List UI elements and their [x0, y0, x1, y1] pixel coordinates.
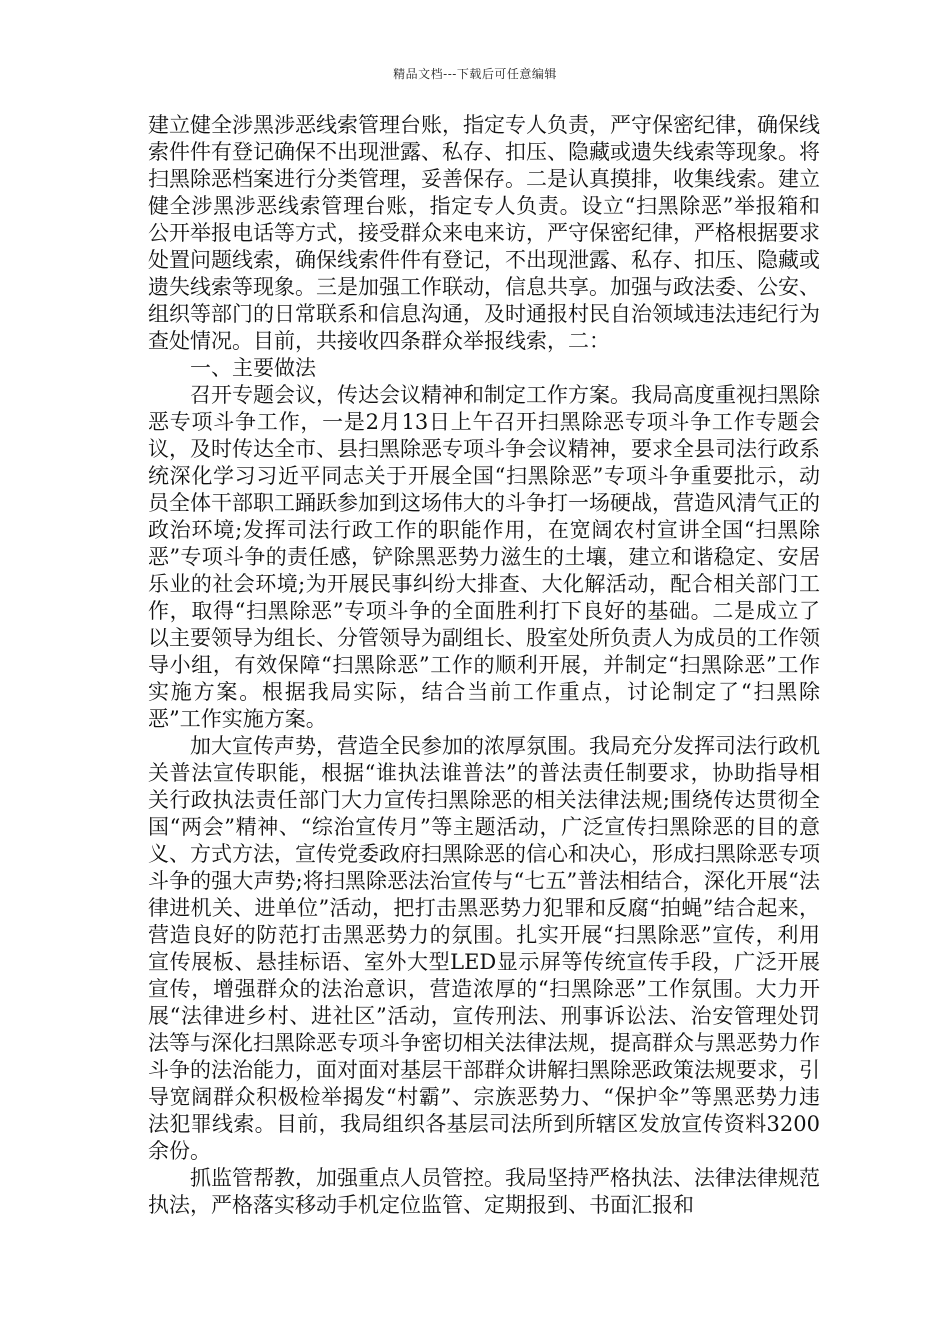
paragraph-continuation: 建立健全涉黑涉恶线索管理台账，指定专人负责，严守保密纪律，确保线索件件有登记确保不出现泄露、私存、扣压、隐藏或遗失线索等现象。将扫黑除恶档案进行分类管理，妥善保存。二是认真摸排，收集线索。建立健全涉黑涉恶线索管理台账，指定专人负责。设立“扫黑除恶”举报箱和公开举报电话等方式，接受群众来电来访，严守保密纪律，严格根据要求处置问题线索，确保线索件件有登记，不出现泄露、私存、扣压、隐藏或遗失线索等现象。三是加强工作联动，信息共享。加强与政法委、公安、组织等部门的日常联系和信息沟通，及时通报村民自治领域违法违纪行为查处情况。目前，共接收四条群众举报线索，二： [148, 113, 820, 353]
paragraph-supervision: 抓监管帮教，加强重点人员管控。我局坚持严格执法、法律法律规范执法，严格落实移动手机定位监管、定期报到、书面汇报和 [148, 1166, 820, 1217]
section-heading: 一、主要做法 [190, 356, 316, 380]
document-body [148, 112, 820, 1219]
paragraph-publicity: 加大宣传声势，营造全民参加的浓厚氛围。我局充分发挥司法行政机关普法宣传职能，根据“谁执法谁普法”的普法责任制要求，协助指导相关行政执法责任部门大力宣传扫黑除恶的相关法律法规;围绕传达贯彻全国“两会”精神、“综治宣传月”等主题活动，广泛宣传扫黑除恶的目的意义、方式方法，宣传党委政府扫黑除恶的信心和决心，形成扫黑除恶专项斗争的强大声势;将扫黑除恶法治宣传与“七五”普法相结合，深化开展“法律进机关、进单位”活动，把打击黑恶势力犯罪和反腐“拍蝇”结合起来，营造良好的防范打击黑恶势力的氛围。扎实开展“扫黑除恶”宣传，利用宣传展板、悬挂标语、室外大型LED显示屏等传统宣传手段，广泛开展宣传，增强群众的法治意识，营造浓厚的“扫黑除恶”工作氛围。大力开展“法律进乡村、进社区”活动，宣传刑法、刑事诉讼法、治安管理处罚法等与深化扫黑除恶专项斗争密切相关法律法规，提高群众与黑恶势力作斗争的法治能力，面对面对基层干部群众讲解扫黑除恶政策法规要求，引导宽阔群众积极检举揭发“村霸”、宗族恶势力、“保护伞”等黑恶势力违法犯罪线索。目前，我局组织各基层司法所到所辖区发放宣传资料3200余份。 [148, 734, 820, 1163]
page-header: 精品文档---下载后可任意编辑 [393, 67, 557, 81]
paragraph-meeting: 召开专题会议，传达会议精神和制定工作方案。我局高度重视扫黑除恶专项斗争工作，一是2月13日上午召开扫黑除恶专项斗争工作专题会议，及时传达全市、县扫黑除恶专项斗争会议精神，要求全县司法行政系统深化学习习近平同志关于开展全国“扫黑除恶”专项斗争重要批示，动员全体干部职工踊跃参加到这场伟大的斗争打一场硬战，营造风清气正的政治环境;发挥司法行政工作的职能作用，在宽阔农村宣讲全国“扫黑除恶”专项斗争的责任感，铲除黑恶势力滋生的土壤，建立和谐稳定、安居乐业的社会环境;为开展民事纠纷大排查、大化解活动，配合相关部门工作，取得“扫黑除恶”专项斗争的全面胜利打下良好的基础。二是成立了以主要领导为组长、分管领导为副组长、股室处所负责人为成员的工作领导小组，有效保障“扫黑除恶”工作的顺利开展，并制定“扫黑除恶”工作实施方案。根据我局实际，结合当前工作重点，讨论制定了“扫黑除恶”工作实施方案。 [148, 383, 820, 731]
